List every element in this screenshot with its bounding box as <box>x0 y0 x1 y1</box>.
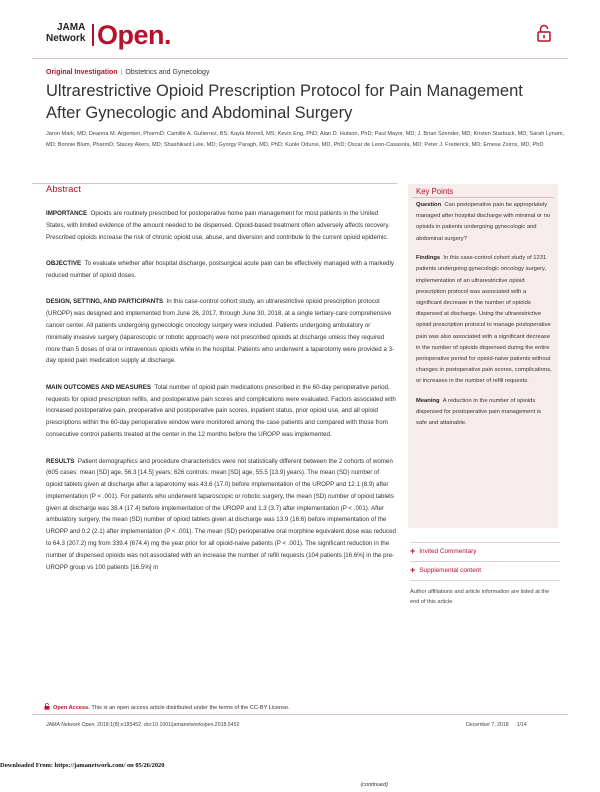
key-points-heading: Key Points <box>416 187 454 196</box>
open-access-lock-icon[interactable] <box>537 24 551 42</box>
key-point-meaning: Meaning A reduction in the number of opioids dispensed for postoperative pain management is safe and attainable. <box>416 398 542 427</box>
sidebar-rule-bottom <box>410 580 560 581</box>
open-access-text: This is an open access article distributed under the terms of the CC-BY License. <box>91 705 290 711</box>
open-access-label[interactable]: Open Access. <box>53 705 90 711</box>
abstract-heading: Abstract <box>46 184 81 195</box>
sidebar-rule-mid <box>410 561 560 562</box>
footer-date: December 7, 2018 <box>466 722 509 728</box>
plus-icon: + <box>410 546 416 556</box>
logo-wordmark <box>46 22 85 44</box>
logo-jama: JAMA <box>57 22 86 33</box>
footer-citation <box>46 722 239 728</box>
supplemental-content-link[interactable]: + Supplemental content <box>410 565 482 575</box>
key-points-rule <box>412 197 554 198</box>
article-title: Ultrarestrictive Opioid Prescription Protocol for Pain Management After Gynecologic and Abdominal Surgery <box>46 82 523 122</box>
key-points-body <box>416 200 552 438</box>
key-point-question: Question Can postoperative pain be appropriately managed after hospital discharge with minimal or no opioids in patients undergoing gynecologic and abdominal surgery? <box>416 202 551 242</box>
logo-network: Network <box>46 33 86 44</box>
continued-label: (continued) <box>360 782 388 788</box>
open-access-small-lock-icon <box>44 703 50 710</box>
plus-icon: + <box>410 565 416 575</box>
logo-open: Open. <box>97 20 172 50</box>
abstract-importance: IMPORTANCE Opioids are routinely prescribed for postoperative home pain management for most patients in the United States, with limited evidence of the amount needed to be dispensed. Opioid-based treatment often adversely affects recovery. Prescribed opioids increase the risk of chronic opioid use, abuse, and diversion and contribute to the current opioid epidemic. <box>46 210 390 241</box>
sidebar-rule-top <box>410 542 560 543</box>
open-access-note <box>44 703 290 711</box>
abstract-design: DESIGN, SETTING, AND PARTICIPANTS In this case-control cohort study, an ultrarestrictive opioid prescription protocol (UROPP) was designed and implemented from June 26, 2017, through June 30, 2018, at a single tertiary-care comprehensive cancer center. All patients undergoing gynecologic oncology surgery were included. Patients undergoing ambulatory or minimally invasive surgery (laparoscopic or robotic approach) were not prescribed opioids at discharge unless they required more than 5 doses of oral or intravenous opioids while in the hospital. Patients who underwent a laparotomy were provided a 3-day opioid pain medication supply at discharge. <box>46 298 395 365</box>
abstract-objective: OBJECTIVE To evaluate whether after hospital discharge, postsurgical acute pain can be effectively managed with a markedly reduced number of opioid doses. <box>46 260 394 279</box>
logo-divider <box>92 24 94 46</box>
article-kicker: Original Investigation | Obstetrics and Gynecology <box>46 69 210 76</box>
key-point-findings: Findings In this case-control cohort study of 1231 patients undergoing gynecologic oncology surgery, implementation of an ultrarestrictive opioid prescription protocol was associated with a significant decrease in the number of opioids dispensed at discharge. Using the ultrarestrictive opioid prescription protocol to manage postoperative pain was also associated with a significant decrease in the number of opioids dispensed during the entire perioperative period for opioid-naive patients without changes in postoperative pain scores, complications, or increases in the number of refill requests. <box>416 255 552 385</box>
abstract-outcomes: MAIN OUTCOMES AND MEASURES Total number of opioid pain medications prescribed in the 60-day perioperative period, requests for opioid prescription refills, and postoperative pain scores and complications were evaluated. Factors associated with increased postoperative pain, preoperative and postoperative pain scores, inpatient status, prior opioid use, and all opioid prescriptions within the 60-day perioperative window were monitored among the case patients and compared with those from consecutive control patients treated at the center in the 12 months before the UROPP was implemented. <box>46 383 396 439</box>
affiliations-note: Author affiliations and article information are listed at the end of this article. <box>410 589 550 605</box>
article-section: Obstetrics and Gynecology <box>125 69 210 76</box>
article-type: Original Investigation <box>46 69 118 76</box>
author-list: Jaron Mark, MD; Deanna M. Argenteri, PharmD; Camille A. Gutierrez, BS; Kayla Morrell, MS; Kevin Eng, PhD; Alan D. Hutson, PhD; Paul Mayor, MD; J. Brian Szender, MD; Kristen Starbuck, MD; Sarah Lynam, MD; Bonnie Blum, PharmD; Stacey Akers, MD; Shashikant Lele, MD; Gyorgy Paragh, MD, PhD; Kunle Odunsi, MD, PhD; Oscar de Leon-Casasola, MD; Peter J. Frederick, MD; Emese Zsiros, MD, PhD <box>46 131 565 148</box>
footer-journal: JAMA Network Open. <box>46 722 96 728</box>
header-rule <box>32 58 568 59</box>
footer-date-page <box>466 722 527 728</box>
abstract-results: RESULTS Patient demographics and procedure characteristics were not statistically different between the 2 cohorts of women (605 cases: mean [SD] age, 56.3 [14.5] years; 626 controls: mean [SD] age, 55.5 [13.9] years). The mean (SD) number of opioid tablets given at discharge after a laparotomy was 43.6 (17.0) before implementation of the UROPP and 12.1 (8.9) after implementation (P < .001). For patients who underwent laparoscopic or robotic surgery, the mean (SD) number of opioid tablets given at discharge was 38.4 (17.4) before implementation of the UROPP and 1.3 (3.7) after implementation (P < .001). After ambulatory surgery, the mean (SD) number of opioid tablets given at discharge was 13.9 (16.6) before implementation of the UROPP and 0.2 (2.1) after implementation (P < .001). The mean (SD) perioperative oral morphine equivalent dose was reduced to 64.3 (207.2) mg from 339.4 (674.4) mg the year prior for all opioid-naive patients (P < .001). The significant reduction in the number of dispensed opioids was not associated with an increase the number of refill requests (104 patients [16.6%] in the pre-UROPP group vs 100 patients [16.5%] in <box>46 457 396 571</box>
invited-commentary-link[interactable]: + Invited Commentary <box>410 546 477 556</box>
download-stamp: Downloaded From: https://jamanetwork.com/ on 05/26/2020 <box>0 762 165 769</box>
abstract-rule <box>32 183 397 184</box>
footer-page: 1/14 <box>516 722 527 728</box>
footer-doi[interactable]: 2018;1(8):e185452. doi:10.1001/jamanetworkopen.2018.5452 <box>97 722 240 728</box>
footer-rule <box>32 714 568 715</box>
